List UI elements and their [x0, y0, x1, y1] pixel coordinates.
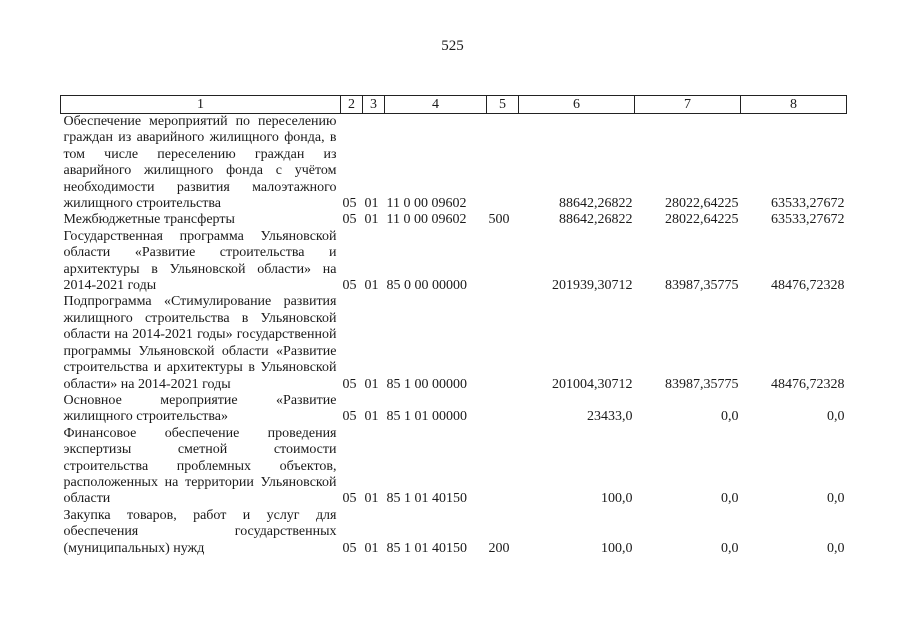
row-name: Государственная программа Ульяновской области «Развитие строительства и архитектуры в Ульяновской области» на 2014-2021 годы [63, 228, 337, 294]
row-value-7: 0,0 [721, 409, 739, 425]
row-section: 05 [342, 278, 357, 294]
row-value-8: 0,0 [827, 491, 845, 507]
row-value-6: 100,0 [601, 491, 633, 507]
page-number: 525 [441, 38, 464, 54]
row-value-8: 0,0 [827, 540, 845, 556]
row-section: 05 [342, 409, 357, 425]
row-value-7: 83987,35775 [665, 278, 739, 294]
table-row [61, 294, 847, 392]
table-row [61, 229, 847, 295]
row-value-6: 100,0 [601, 540, 633, 556]
row-name: Финансовое обеспечение проведения экспертизы сметной стоимости строительства проблемных объектов, расположенных на территории Ульяновской области [63, 425, 337, 507]
column-header-7: 7 [635, 96, 741, 114]
row-name: Подпрограмма «Стимулирование развития жилищного строительства в Ульяновской области на 2014-2021 годы» государственной программы Ульяновской области «Развитие строительства и архитектуры в Ульяновской области» на 2014-2021 годы [63, 294, 337, 392]
row-target-article: 85 1 01 40150 [386, 491, 467, 507]
row-target-article: 85 1 01 00000 [386, 409, 467, 425]
row-name: Закупка товаров, работ и услуг для обеспечения государственных (муниципальных) нужд [63, 507, 337, 556]
table-row [61, 393, 847, 426]
column-header-2: 2 [341, 96, 363, 114]
row-target-article: 85 1 00 00000 [386, 376, 467, 392]
column-header-3: 3 [363, 96, 385, 114]
row-value-6: 201004,30712 [552, 376, 633, 392]
row-subsection: 01 [364, 212, 379, 228]
row-target-article: 85 1 01 40150 [386, 540, 467, 556]
row-section: 05 [342, 540, 357, 556]
row-expense-type [487, 114, 519, 213]
column-header-4: 4 [385, 96, 487, 114]
header-row [61, 96, 847, 114]
row-name: Межбюджетные трансферты [63, 212, 235, 228]
row-value-8: 63533,27672 [771, 196, 845, 212]
budget-table [60, 95, 847, 557]
row-value-7: 28022,64225 [665, 212, 739, 228]
row-value-6: 88642,26822 [559, 212, 633, 228]
row-target-article: 85 0 00 00000 [386, 278, 467, 294]
row-name: Обеспечение мероприятий по переселению граждан из аварийного жилищного фонда, в том числе переселению граждан из аварийного жилищного фонда с учётом необходимости развития малоэтажного жилищного строительства [63, 114, 337, 212]
row-expense-type [487, 294, 519, 392]
row-expense-type: 500 [488, 212, 510, 228]
column-header-5: 5 [487, 96, 519, 114]
table-row [61, 114, 847, 213]
row-value-7: 83987,35775 [665, 376, 739, 392]
table-row [61, 508, 847, 557]
row-subsection: 01 [364, 540, 379, 556]
row-subsection: 01 [364, 196, 379, 212]
table-row [61, 426, 847, 508]
row-section: 05 [342, 376, 357, 392]
row-value-6: 23433,0 [587, 409, 633, 425]
row-expense-type [487, 229, 519, 295]
row-subsection: 01 [364, 278, 379, 294]
table-body [61, 114, 847, 557]
column-header-6: 6 [519, 96, 635, 114]
row-name: Основное мероприятие «Развитие жилищного строительства» [63, 392, 337, 425]
column-header-1: 1 [61, 96, 341, 114]
row-section: 05 [342, 491, 357, 507]
row-target-article: 11 0 00 09602 [386, 196, 467, 212]
row-value-8: 0,0 [827, 409, 845, 425]
row-section: 05 [342, 196, 357, 212]
row-target-article: 11 0 00 09602 [386, 212, 467, 228]
row-value-6: 201939,30712 [552, 278, 633, 294]
row-value-7: 0,0 [721, 540, 739, 556]
row-section: 05 [342, 212, 357, 228]
row-subsection: 01 [364, 376, 379, 392]
row-value-7: 28022,64225 [665, 196, 739, 212]
column-header-8: 8 [741, 96, 847, 114]
row-value-7: 0,0 [721, 491, 739, 507]
row-value-8: 48476,72328 [771, 278, 845, 294]
row-expense-type [487, 426, 519, 508]
row-subsection: 01 [364, 409, 379, 425]
row-expense-type [487, 393, 519, 426]
table-row [61, 212, 847, 228]
row-subsection: 01 [364, 491, 379, 507]
row-value-8: 48476,72328 [771, 376, 845, 392]
row-value-8: 63533,27672 [771, 212, 845, 228]
row-value-6: 88642,26822 [559, 196, 633, 212]
row-expense-type: 200 [488, 540, 510, 556]
